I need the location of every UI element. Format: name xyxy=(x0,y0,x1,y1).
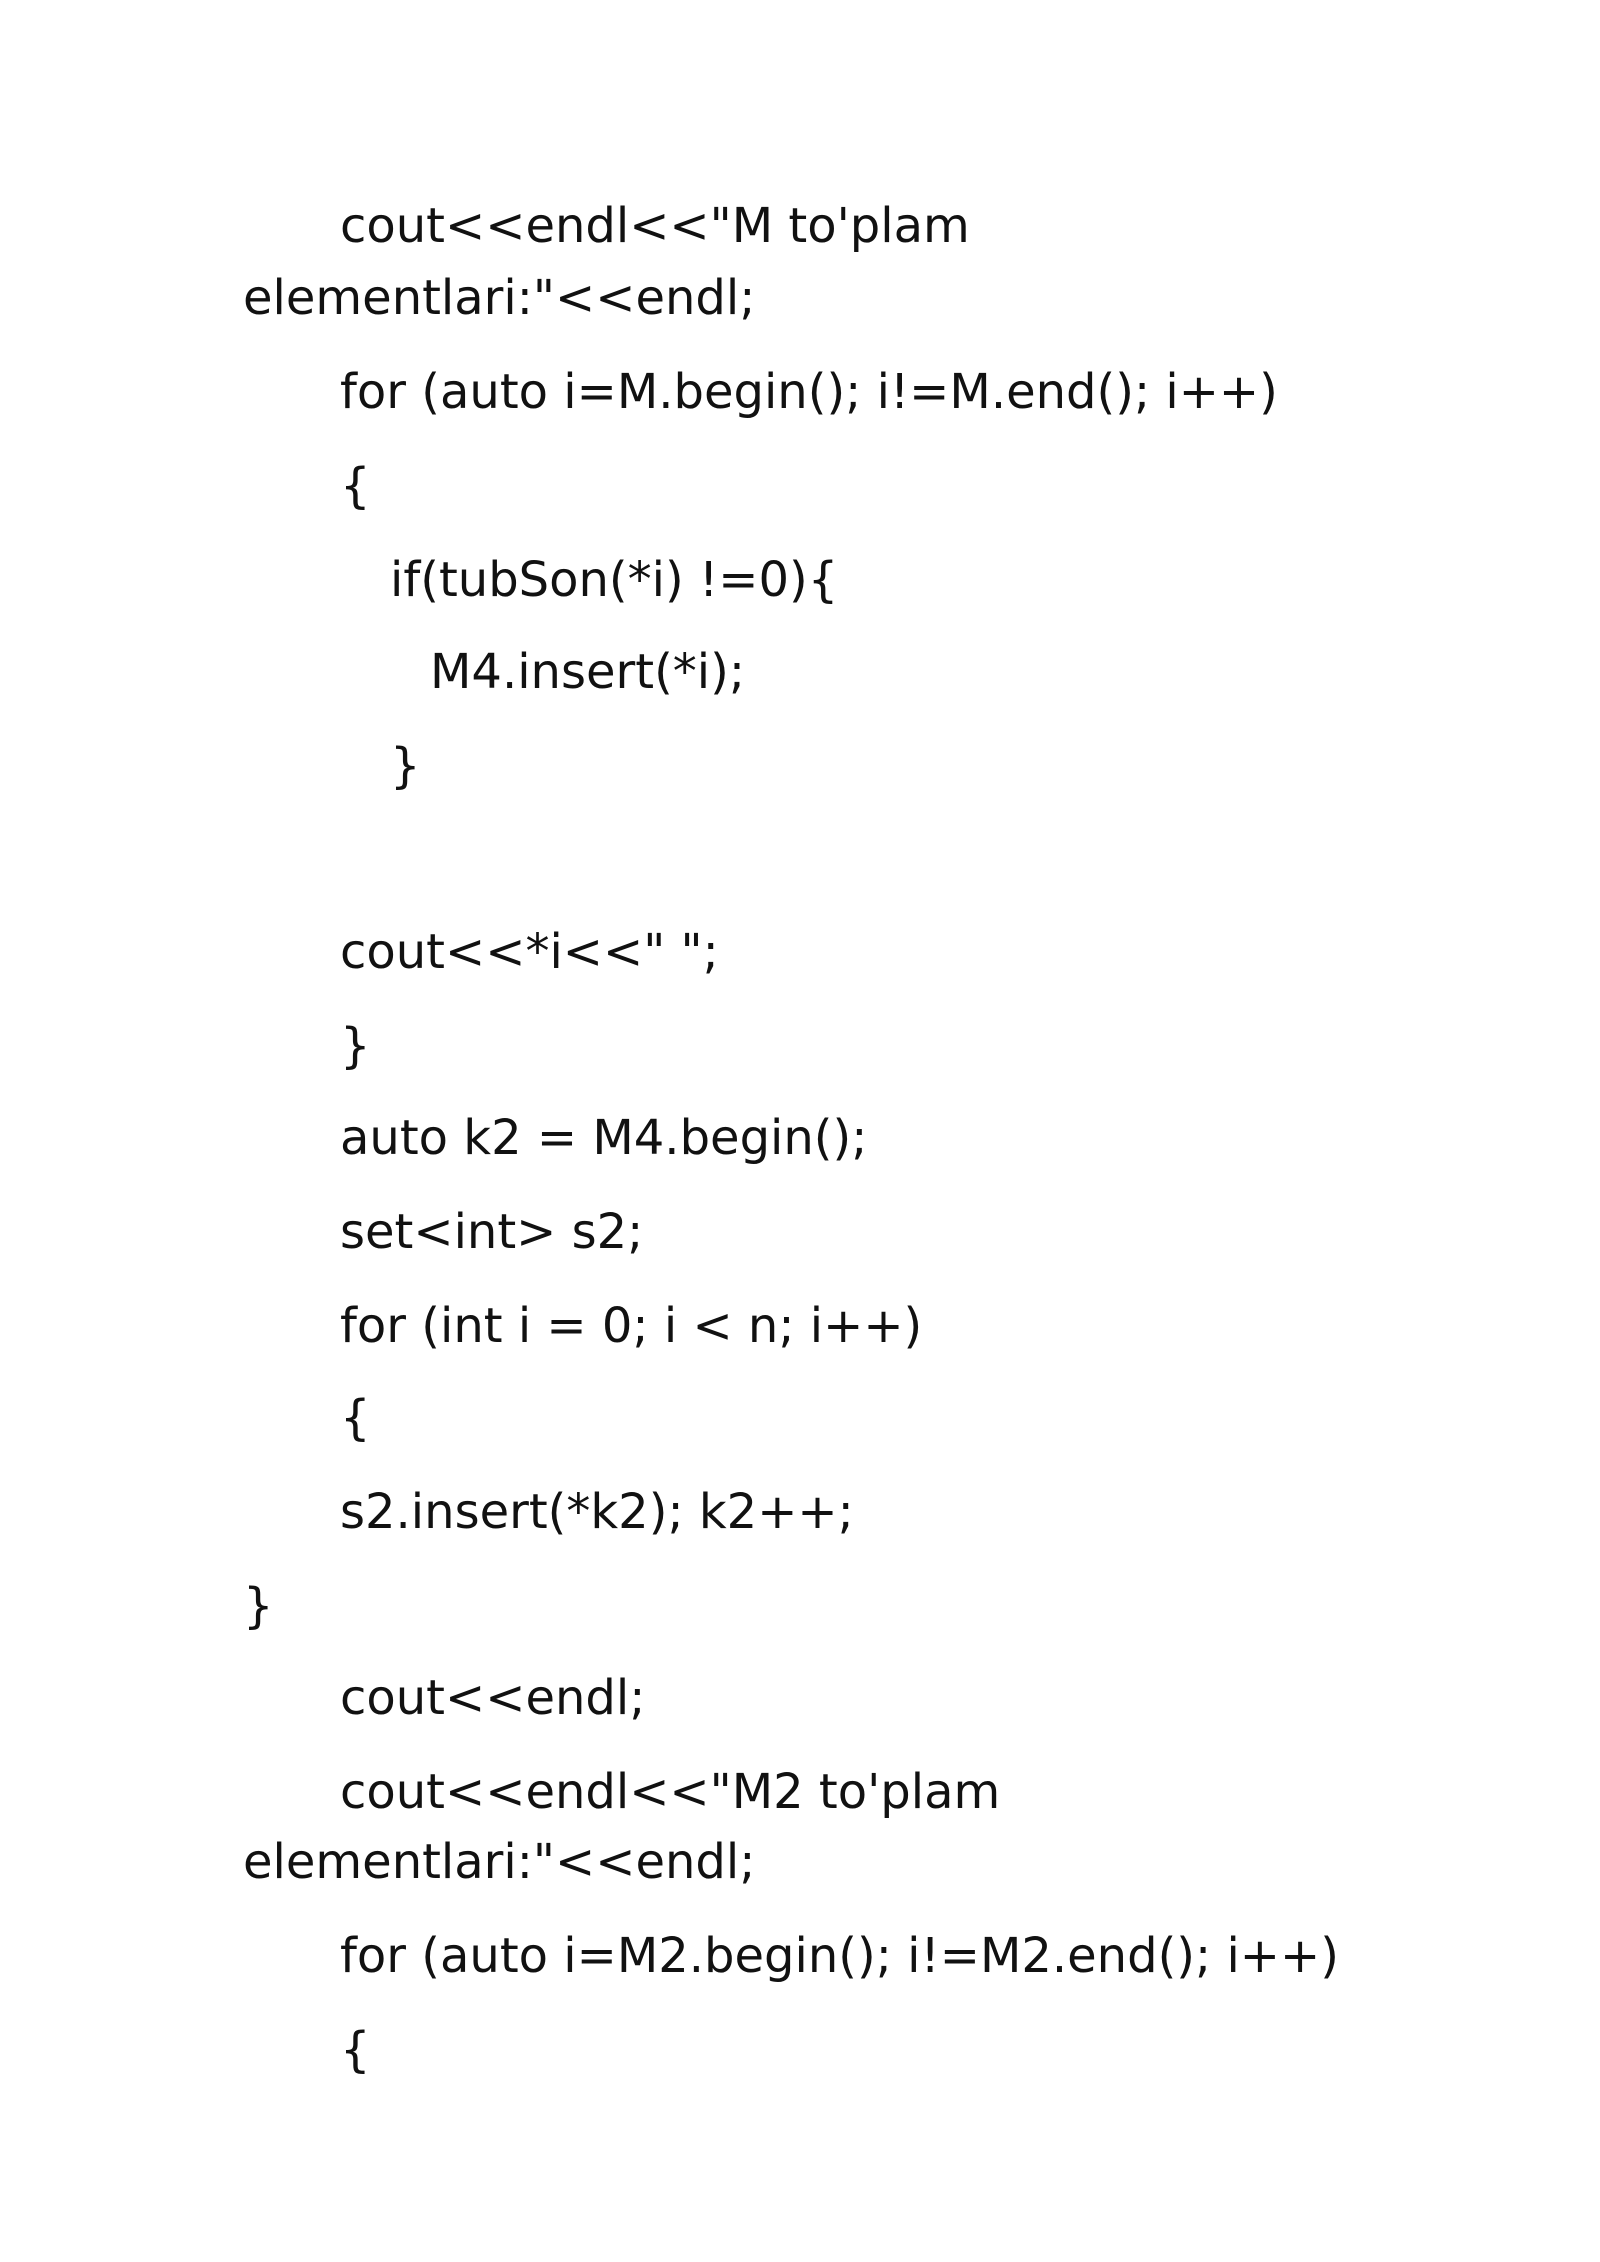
code-line: set<int> s2; xyxy=(340,1204,644,1260)
code-line: cout<<endl; xyxy=(340,1670,646,1726)
code-line: auto k2 = M4.begin(); xyxy=(340,1110,868,1166)
code-line: if(tubSon(*i) !=0){ xyxy=(390,552,839,608)
code-line: M4.insert(*i); xyxy=(430,644,746,700)
code-line: elementlari:"<<endl; xyxy=(243,1834,756,1890)
code-line: for (int i = 0; i < n; i++) xyxy=(340,1298,923,1354)
code-line: cout<<endl<<"M to'plam xyxy=(340,198,970,254)
code-line: cout<<endl<<"M2 to'plam xyxy=(340,1764,1001,1820)
code-line: } xyxy=(243,1578,274,1634)
code-line: { xyxy=(340,1390,371,1446)
code-line: elementlari:"<<endl; xyxy=(243,270,756,326)
code-line: } xyxy=(340,1018,371,1074)
code-line: cout<<*i<<" "; xyxy=(340,924,719,980)
code-line: s2.insert(*k2); k2++; xyxy=(340,1484,854,1540)
code-line: } xyxy=(390,738,421,794)
code-line: for (auto i=M2.begin(); i!=M2.end(); i++) xyxy=(340,1928,1339,1984)
code-line: { xyxy=(340,458,371,514)
code-line: { xyxy=(340,2022,371,2078)
code-line: for (auto i=M.begin(); i!=M.end(); i++) xyxy=(340,364,1278,420)
